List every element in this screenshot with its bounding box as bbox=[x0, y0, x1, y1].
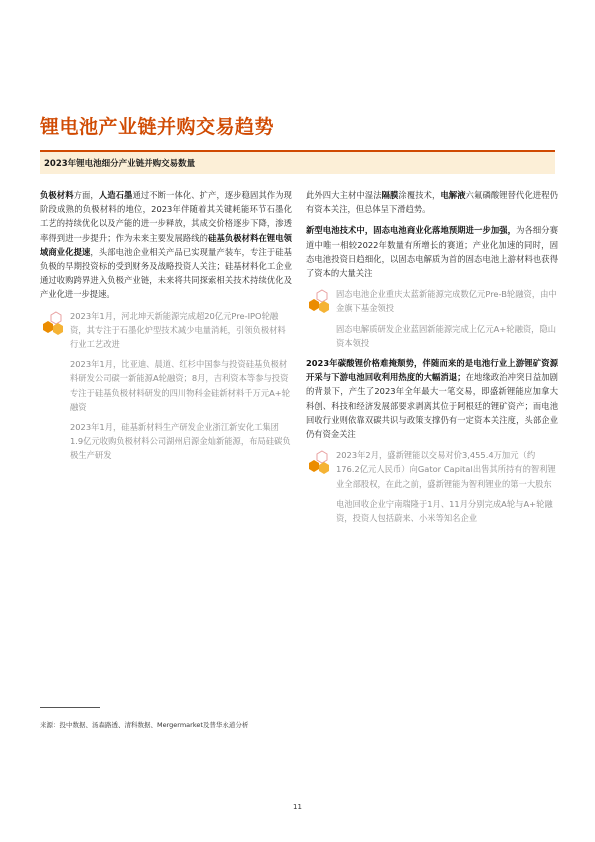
lithium-highlights bbox=[306, 448, 558, 525]
hexagon-cluster-icon bbox=[306, 289, 332, 315]
chart-subtitle: 2023年锂电池细分产业链并购交易数量 bbox=[44, 159, 196, 169]
emphasis-text: 负极材料 bbox=[40, 190, 74, 200]
solid-state-highlights bbox=[306, 287, 558, 350]
highlight-item: 固态电解质研发企业蓝固新能源完成上亿元A+轮融资，隐山资本领投 bbox=[336, 323, 557, 348]
highlight-list bbox=[336, 287, 558, 350]
emphasis-text: 硅基负极材料在锂电领域商业化提速 bbox=[40, 232, 292, 257]
hexagon-cluster-icon bbox=[40, 311, 66, 337]
body-text: 为各细分赛道中唯一相较2022年数量有所增长的赛道；产业化加速的同时，固态电池投资日趋细化，以固态电解质为首的固态电池上游材料也获得了资本的大量关注 bbox=[306, 225, 558, 279]
footnote-divider bbox=[40, 707, 100, 708]
hexagon-cluster-icon bbox=[306, 450, 332, 476]
page-title: 锂电池产业链并购交易趋势 bbox=[40, 116, 275, 138]
body-text: 方面， bbox=[73, 190, 99, 200]
highlight-item: 2023年1月，硅基新材料生产研发企业浙江新安化工集团1.9亿元收购负极材料公司湖州启源金灿新能源，布局硅碳负极生产研发 bbox=[70, 422, 291, 461]
emphasis-text: 新型电池技术中，固态电池商业化落地预期进一步加强， bbox=[306, 225, 517, 236]
highlight-list bbox=[336, 448, 558, 525]
highlight-item: 固态电池企业重庆太蓝新能源完成数亿元Pre-B轮融资，由中金旗下基金领投 bbox=[336, 289, 557, 314]
anode-paragraph bbox=[40, 188, 292, 302]
anode-highlights bbox=[40, 309, 292, 463]
body-text: 此外四大主材中湿法 bbox=[306, 190, 382, 200]
highlight-item: 2023年1月，河北坤天新能源完成超20亿元Pre-IPO轮融资，其专注于石墨化炉型技术减少电量消耗，引领负极材料行业工艺改进 bbox=[70, 310, 286, 350]
body-text: 涂覆技术， bbox=[398, 190, 441, 200]
left-column bbox=[40, 188, 292, 469]
body-text: 六氟磷酸锂替代化进程仍有资本关注，但总体呈下滑趋势。 bbox=[306, 190, 558, 215]
emphasis-text: 2023年碳酸锂价格难掩颓势，伴随而来的是电池行业上游锂矿资源开采与下游电池回收利用热度的大幅消退； bbox=[306, 358, 558, 383]
subtitle-bar bbox=[40, 150, 555, 174]
highlight-item: 2023年1月，比亚迪、晨道、红杉中国参与投资硅基负极材料研发公司碳一新能源A轮融资；8月，吉利资本等参与投资专注于硅基负极材料研发的四川物科金硅新材料千万元A+轮融资 bbox=[70, 359, 291, 412]
highlight-list bbox=[70, 309, 292, 463]
emphasis-text: 隔膜 bbox=[381, 190, 399, 200]
body-text: 在地缘政治冲突日益加剧的背景下，产生了2023年全年最大一笔交易，即盛新锂能应加拿大科创、科技和经济发展部要求剥离其位于阿根廷的锂矿资产；而电池回收行业则依靠双碳共识与政策支撑仍有一定资本关注度，头部企业仍有资金关注 bbox=[306, 372, 558, 440]
source-footnote: 来源：投中数据、汤森路透、清科数据、Mergermarket及普华永道分析 bbox=[40, 721, 249, 729]
highlight-item: 2023年2月，盛新锂能以交易对价3,455.4万加元（约176.2亿元人民币）向Gator Capital出售其所持有的智利锂业全部股权，在此之前，盛新锂能为智利锂业的第一大股东 bbox=[336, 450, 556, 489]
emphasis-text: 电解液 bbox=[440, 190, 466, 200]
highlight-item: 电池回收企业宁南瑞隆于1月、11月分别完成A轮与A+轮融资，投资人包括蔚来、小米等知名企业 bbox=[336, 498, 553, 524]
solid-state-paragraph bbox=[306, 223, 558, 280]
body-text: 通过不断一体化、扩产，逐步稳固其作为现阶段成熟的负极材料的地位，2023年伴随着其关键耗能环节石墨化工艺的持续优化以及产能的进一步释放，其成交价格逐步下降，渗透率得到进一步提升；作为未来主要发展路线的 bbox=[40, 190, 292, 243]
right-column bbox=[306, 188, 558, 531]
page-number: 11 bbox=[293, 803, 302, 811]
lithium-paragraph bbox=[306, 356, 558, 441]
body-text: ，头部电池企业相关产品已实现量产装车，专注于硅基负极的早期投资标的受到财务及战略投资人关注；硅基材料化工企业通过收购跨界进入负极产业链，未来将共同探索相关技术持续优化及产业化进一步提速。 bbox=[40, 246, 292, 300]
separator-electrolyte-paragraph bbox=[306, 188, 558, 216]
emphasis-text: 人造石墨 bbox=[98, 190, 133, 200]
